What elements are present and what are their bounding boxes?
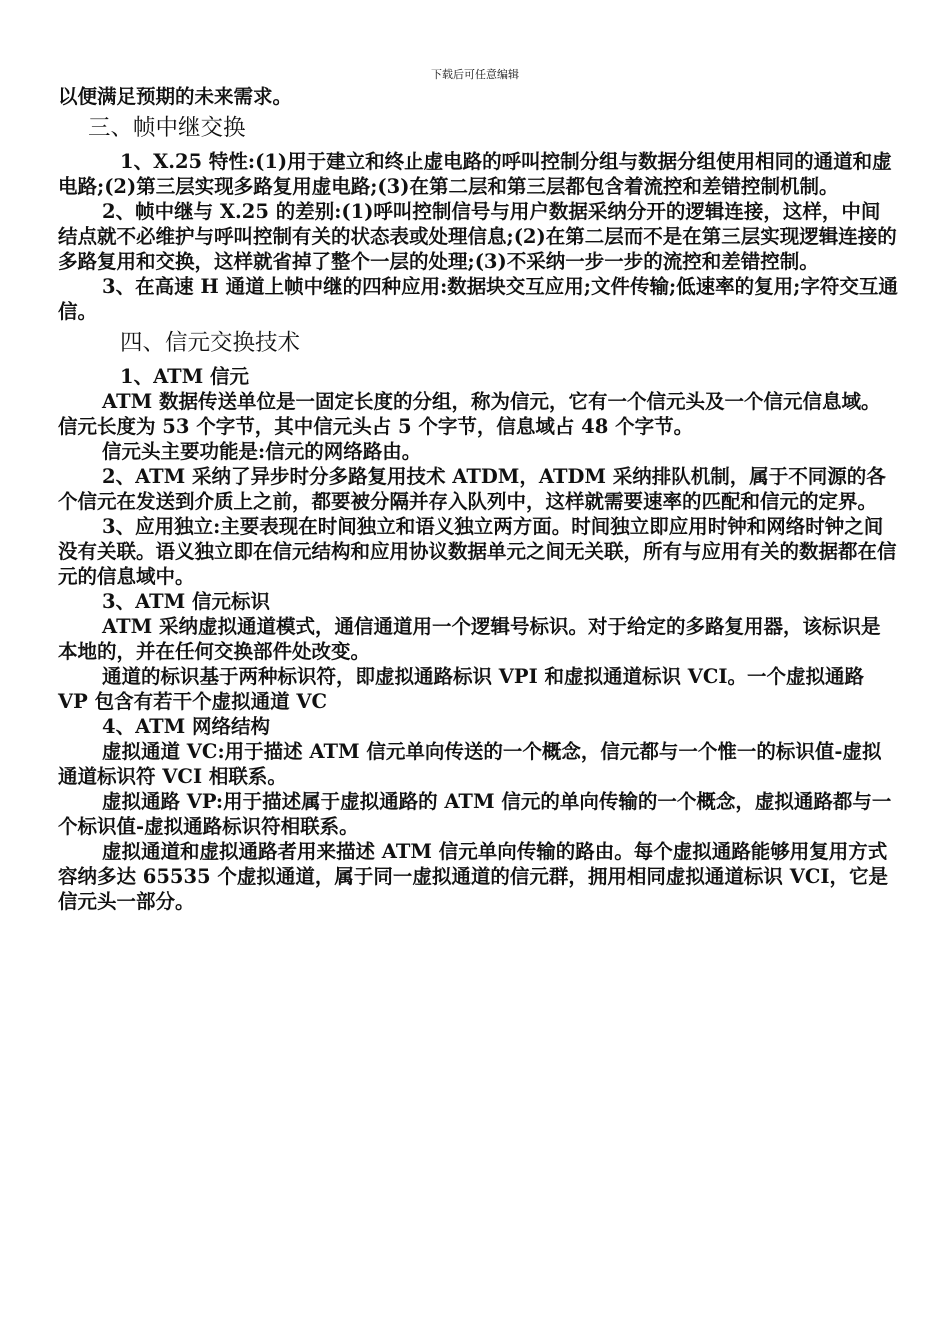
subheading-atm-cell-identification: 3、ATM 信元标识: [102, 590, 271, 613]
subheading-atm-network-structure: 4、ATM 网络结构: [102, 715, 271, 738]
section-heading-cell-switching: 四、信元交换技术: [120, 330, 301, 356]
paragraph-virtual-channel-vc: 虚拟通道 VC:用于描述 ATM 信元单向传送的一个概念，信元都与一个惟一的标识值-虚拟通道标识符 VCI 相联系。: [58, 740, 882, 788]
paragraph-frame-relay-applications: 3、在高速 H 通道上帧中继的四种应用:数据块交互应用;文件传输;低速率的复用;字符交互通信。: [58, 275, 898, 323]
page-header: 下载后可任意编辑: [431, 68, 519, 81]
paragraph-virtual-channel-mode: ATM 采纳虚拟通道模式，通信通道用一个逻辑号标识。对于给定的多路复用器，该标识是本地的，并在任何交换部件处改变。: [58, 615, 881, 663]
paragraph-routing: 虚拟通道和虚拟通路者用来描述 ATM 信元单向传输的路由。每个虚拟通路能够用复用方式容纳多达 65535 个虚拟通道，属于同一虚拟通道的信元群，拥用相同虚拟通道标识 VCI，它是信元头一部分。: [58, 840, 888, 913]
paragraph-x25-features: 1、X.25 特性:(1)用于建立和终止虚电路的呼叫控制分组与数据分组使用相同的通道和虚电路;(2)第三层实现多路复用虚电路;(3)在第二层和第三层都包含着流控和差错控制机制。: [58, 150, 892, 198]
paragraph-continuation: 以便满足预期的未来需求。: [58, 85, 293, 108]
section-heading-frame-relay: 三、帧中继交换: [88, 115, 246, 141]
paragraph-cell-header-function: 信元头主要功能是:信元的网络路由。: [102, 440, 422, 463]
paragraph-atdm: 2、ATM 采纳了异步时分多路复用技术 ATDM，ATDM 采纳排队机制，属于不同源的各个信元在发送到介质上之前，都要被分隔并存入队列中，这样就需要速率的匹配和信元的定界。: [58, 465, 886, 513]
paragraph-virtual-path-vp: 虚拟通路 VP:用于描述属于虚拟通路的 ATM 信元的单向传输的一个概念，虚拟通路都与一个标识值-虚拟通路标识符相联系。: [58, 790, 892, 838]
subheading-atm-cell: 1、ATM 信元: [120, 365, 250, 388]
paragraph-application-independence: 3、应用独立:主要表现在时间独立和语义独立两方面。时间独立即应用时钟和网络时钟之间没有关联。语义独立即在信元结构和应用协议数据单元之间无关联，所有与应用有关的数据都在信元的信息域中。: [58, 515, 897, 588]
paragraph-vpi-vci: 通道的标识基于两种标识符，即虚拟通路标识 VPI 和虚拟通道标识 VCI。一个虚拟通路 VP 包含有若干个虚拟通道 VC: [58, 665, 865, 713]
document-body: [58, 84, 898, 914]
paragraph-atm-cell-definition: ATM 数据传送单位是一固定长度的分组，称为信元，它有一个信元头及一个信元信息域。信元长度为 53 个字节，其中信元头占 5 个字节，信息域占 48 个字节。: [58, 390, 881, 438]
paragraph-frame-relay-differences: 2、帧中继与 X.25 的差别:(1)呼叫控制信号与用户数据采纳分开的逻辑连接，这样，中间结点就不必维护与呼叫控制有关的状态表或处理信息;(2)在第二层而不是在第三层实现逻辑连接的多路复用和交换，这样就省掉了整个一层的处理;(3)不采纳一步一步的流控和差错控制。: [58, 200, 897, 273]
